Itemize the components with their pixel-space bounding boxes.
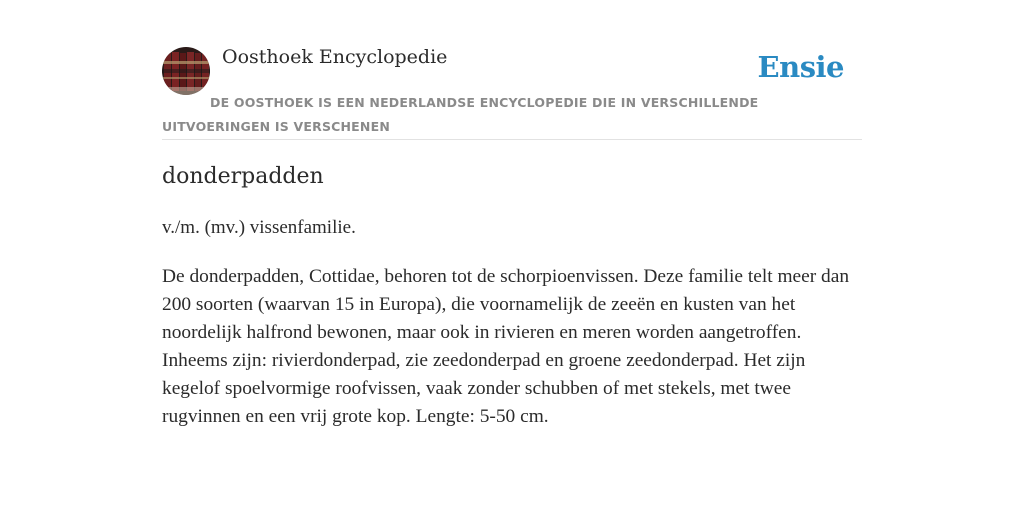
entry-title: donderpadden	[162, 164, 324, 189]
header	[162, 0, 862, 140]
source-title[interactable]: Oosthoek Encyclopedie	[222, 46, 448, 68]
entry-definition: De donderpadden, Cottidae, behoren tot de schorpioenvissen. Deze familie telt meer dan 200 soorten (waarvan 15 in Europa), die voornamelijk de zeeën en kusten van het noordelijk halfrond bewonen, maar ook in rivieren en meren worden aangetroffen. Inheems zijn: rivierdonderpad, zie zeedonderpad en groene zeedonderpad. Het zijn kegelof spoelvormige roofvissen, vaak zonder schubben of met stekels, met twee rugvinnen en een vrij grote kop. Lengte: 5-50 cm.	[162, 266, 850, 427]
encyclopedia-books-icon[interactable]	[162, 47, 210, 95]
entry-grammar: v./m. (mv.) vissenfamilie.	[162, 217, 356, 238]
ensie-logo-link[interactable]: Ensie	[757, 50, 844, 84]
source-tagline: DE OOSTHOEK IS EEN NEDERLANDSE ENCYCLOPEDIE DIE IN VERSCHILLENDE UITVOERINGEN IS VERSCHENEN	[162, 95, 759, 134]
